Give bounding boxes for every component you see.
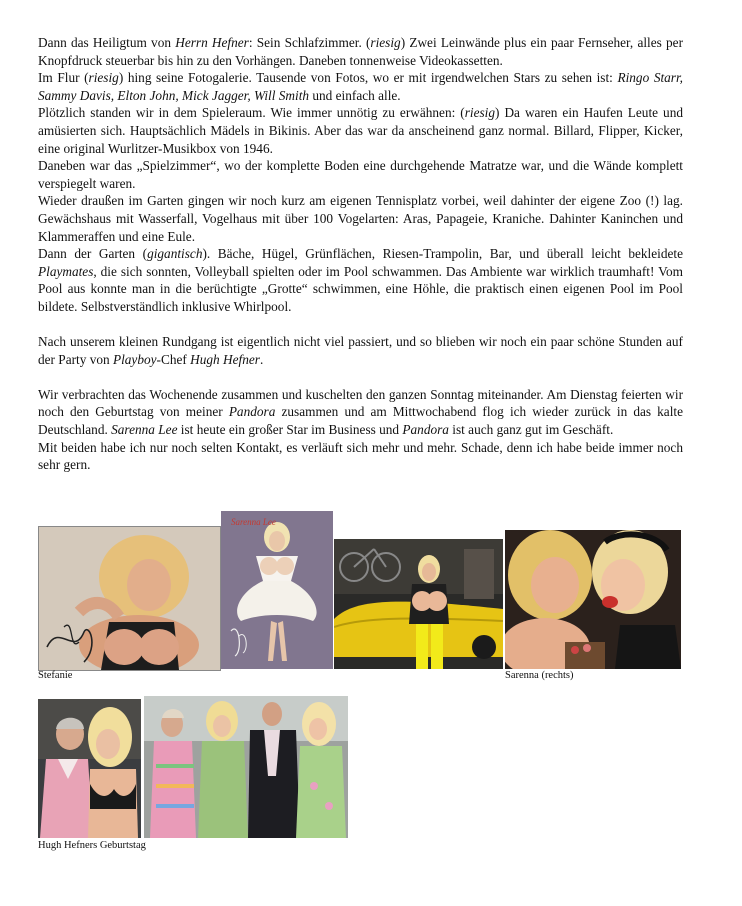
paragraph-spacer xyxy=(38,368,683,386)
italic-run: Herrn Hefner xyxy=(175,35,249,50)
text-run: Plötzlich standen wir in dem Spieleraum. Wie immer unnötig zu erwähnen: ( xyxy=(38,105,465,121)
text-run: : Sein Schlafzimmer. ( xyxy=(248,35,371,50)
text-run: , die sich sonnten, Volleyball spielten oder im Pool schwammen. Das Ambiente war wirklich traumhaft! Vom Pool aus konnte man in die berüchtigte „Grotte“ schwimmen, eine Höhle, die praktisch einen eigenen Pool im Pool bildete. Selbstverständlich inklusive Whirlpool. xyxy=(38,263,683,314)
text-run: und einfach alle. xyxy=(309,87,401,103)
italic-run: Pandora xyxy=(228,404,276,420)
paragraph-garden xyxy=(38,245,683,315)
caption-sarenna: Sarenna (rechts) xyxy=(505,670,574,681)
caption-stefanie: Stefanie xyxy=(38,670,73,681)
photo-sarenna-right xyxy=(505,530,681,669)
italic-run: Ringo Starr, Sammy Davis, Elton John, Mick Jagger, Will Smith xyxy=(38,70,684,103)
text-run: Wieder draußen im Garten gingen wir noch kurz am eigenen Tennisplatz vorbei, weil dahinter der eigene Zoo (!) lag. Gewächshaus mit Wasserfall, Vogelhaus mit über 100 Vogelarten: Aras, Papageie, Kraniche. Dahinter Kaninchen und Klammeraffen und eine Eule. xyxy=(38,193,683,244)
text-run: . xyxy=(259,351,264,367)
text-run: Dann der Garten ( xyxy=(38,246,148,262)
text-run: -Chef xyxy=(156,351,191,367)
italic-run: riesig xyxy=(464,105,496,121)
text-run: Nach unserem kleinen Rundgang ist eigentlich nicht viel passiert, und so blieben wir noch ein paar schöne Stunden auf der Party von xyxy=(38,334,683,367)
photo-hefner-pandora xyxy=(38,699,141,838)
photo-sarenna-poster xyxy=(221,511,333,669)
italic-run: Pandora xyxy=(402,422,449,438)
text-run: ) Zwei Leinwände plus ein paar Fernseher, alles per Knopfdruck steuerbar bis hin zu den Vorhängen. Daneben tonnenweise Videokassetten. xyxy=(38,35,684,68)
photo-birthday-group xyxy=(144,696,348,838)
italic-run: riesig xyxy=(88,70,119,86)
photo-stefanie xyxy=(38,526,221,671)
text-run: Daneben war das „Spielzimmer“, wo der komplette Boden eine durchgehende Matratze war, und die Wände komplett verspiegelt waren. xyxy=(38,158,683,191)
paragraph-game-room xyxy=(38,104,683,157)
text-run: Wir verbrachten das Wochenende zusammen und kuschelten den ganzen Sonntag miteinander. Am Dienstag feierten wir noch den Geburtstag von meiner xyxy=(38,386,683,420)
paragraph-contact xyxy=(38,439,683,474)
italic-run: gigantisch xyxy=(147,246,203,262)
paragraph-bedroom xyxy=(38,34,683,69)
text-run: Dann das Heiligtum von xyxy=(38,35,176,50)
paragraph-zoo xyxy=(38,192,683,245)
caption-birthday: Hugh Hefners Geburtstag xyxy=(38,840,146,851)
photo-pandora-car xyxy=(334,539,503,669)
text-run: ist auch ganz gut im Geschäft. xyxy=(448,422,614,438)
text-run: Mit beiden habe ich nur noch selten Kontakt, es verläuft sich mehr und mehr. Schade, denn ich habe beide immer noch sehr gern. xyxy=(38,439,683,473)
italic-run: Hugh Hefner xyxy=(190,351,260,367)
italic-run: Sarenna Lee xyxy=(111,422,178,438)
poster-name: Sarenna Lee xyxy=(231,517,276,527)
text-run: ist heute ein großer Star im Business und xyxy=(177,422,403,438)
paragraph-spacer xyxy=(38,316,683,334)
paragraph-play-room xyxy=(38,157,683,192)
paragraph-photo-gallery xyxy=(38,69,683,104)
text-run: zusammen und am Mittwochabend flog ich wieder zurück in das kalte Deutschland. xyxy=(38,404,683,438)
italic-run: riesig xyxy=(370,35,401,50)
text-run: ) Da waren ein Haufen Leute und amüsierten sich. Hauptsächlich Mädels in Bikinis. Aber das war da anscheinend ganz normal. Billard, Flipper, Kicker, eine original Wurlitzer-Musikbox von 1946. xyxy=(38,105,683,156)
italic-run: Playboy xyxy=(112,351,157,367)
paragraph-weekend xyxy=(38,386,683,439)
text-run: ). Bäche, Hügel, Grünflächen, Riesen-Trampolin, Bar, und überall leicht bekleidete xyxy=(202,246,683,262)
text-run: ) hing seine Fotogalerie. Tausende von Fotos, wo er mit irgendwelchen Stars zu sehen ist: xyxy=(118,70,618,86)
article xyxy=(38,34,683,474)
paragraph-party xyxy=(38,333,683,368)
italic-run: Playmates xyxy=(38,263,94,279)
text-run: Im Flur ( xyxy=(38,70,89,86)
